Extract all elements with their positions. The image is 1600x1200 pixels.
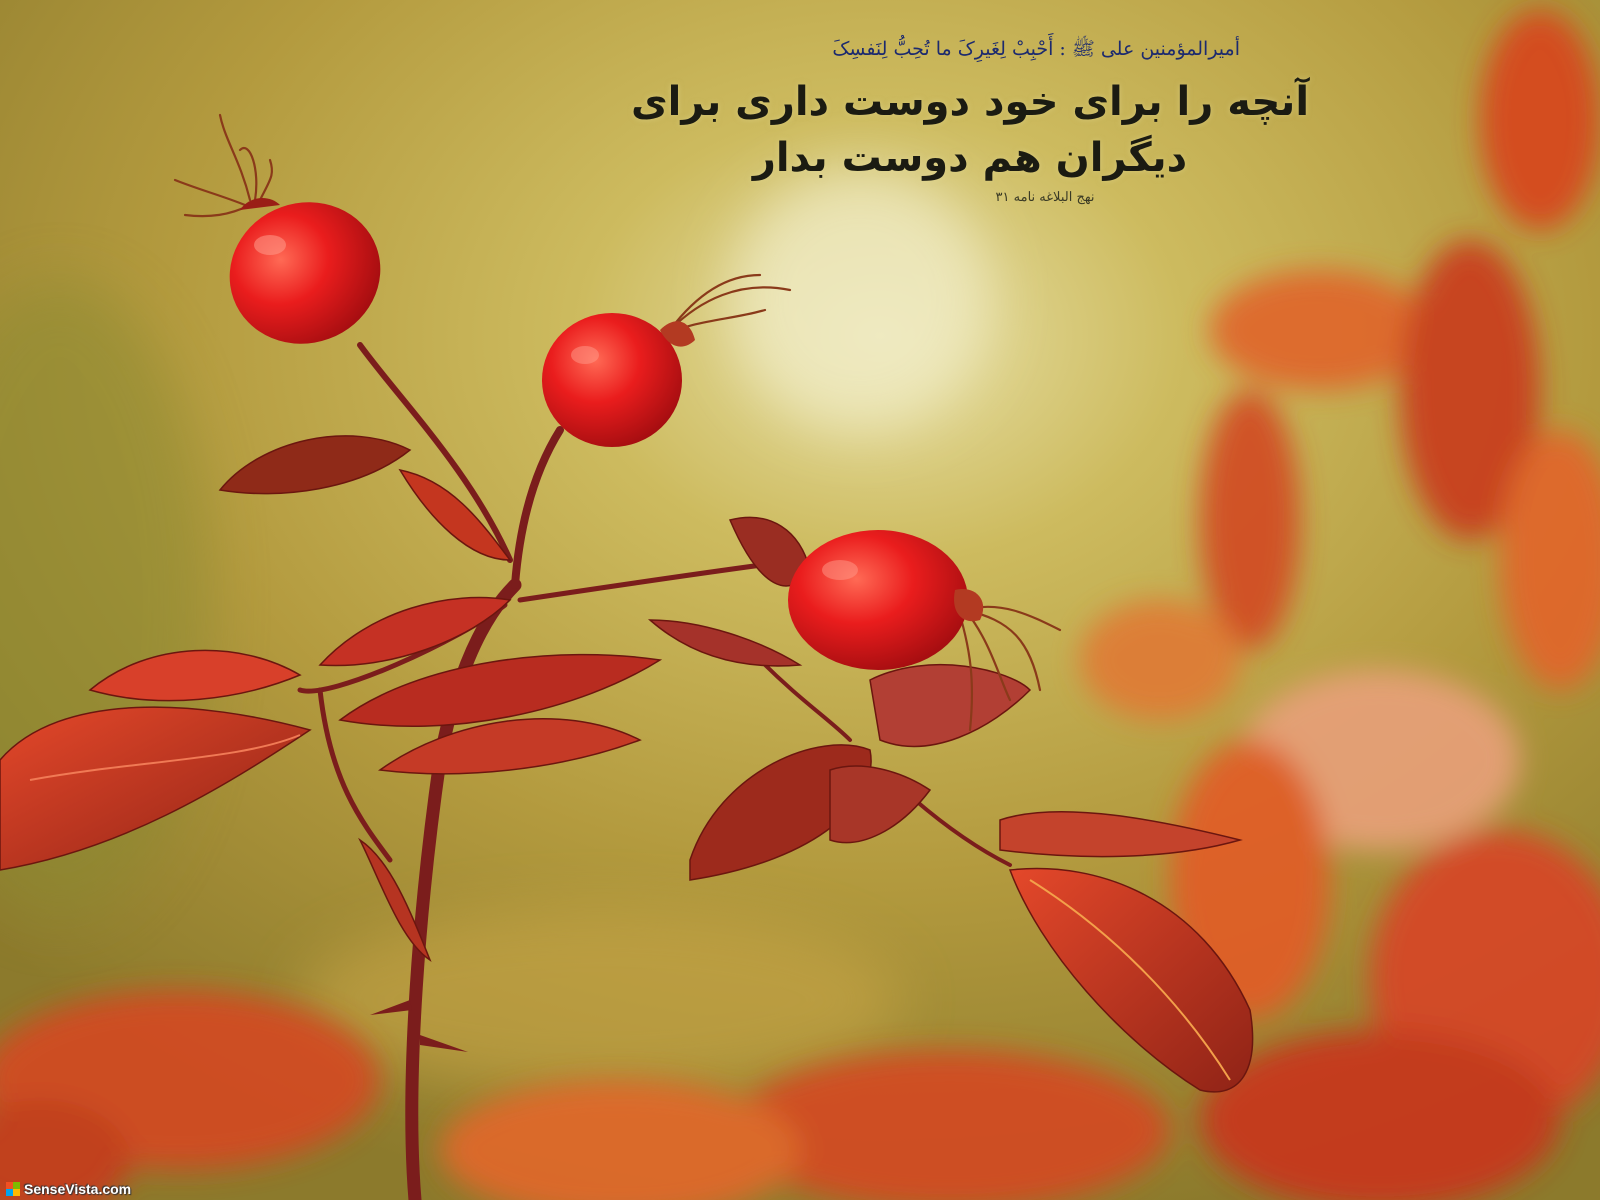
windows-logo-icon bbox=[6, 1182, 20, 1196]
quote-overlay bbox=[560, 36, 1410, 205]
quote-source: نهج البلاغه نامه ۳۱ bbox=[995, 190, 1095, 205]
watermark-text: SenseVista.com bbox=[24, 1181, 132, 1197]
arabic-hadith: أميرالمؤمنين على ﷺ : أَحْبِبْ لِغَيرِکَ ما تُحِبُّ لِنَفسِکَ bbox=[832, 38, 1240, 60]
persian-translation: آنچه را برای خود دوست داری برای دیگران هم دوست بدار bbox=[630, 79, 1310, 181]
watermark bbox=[6, 1180, 131, 1198]
